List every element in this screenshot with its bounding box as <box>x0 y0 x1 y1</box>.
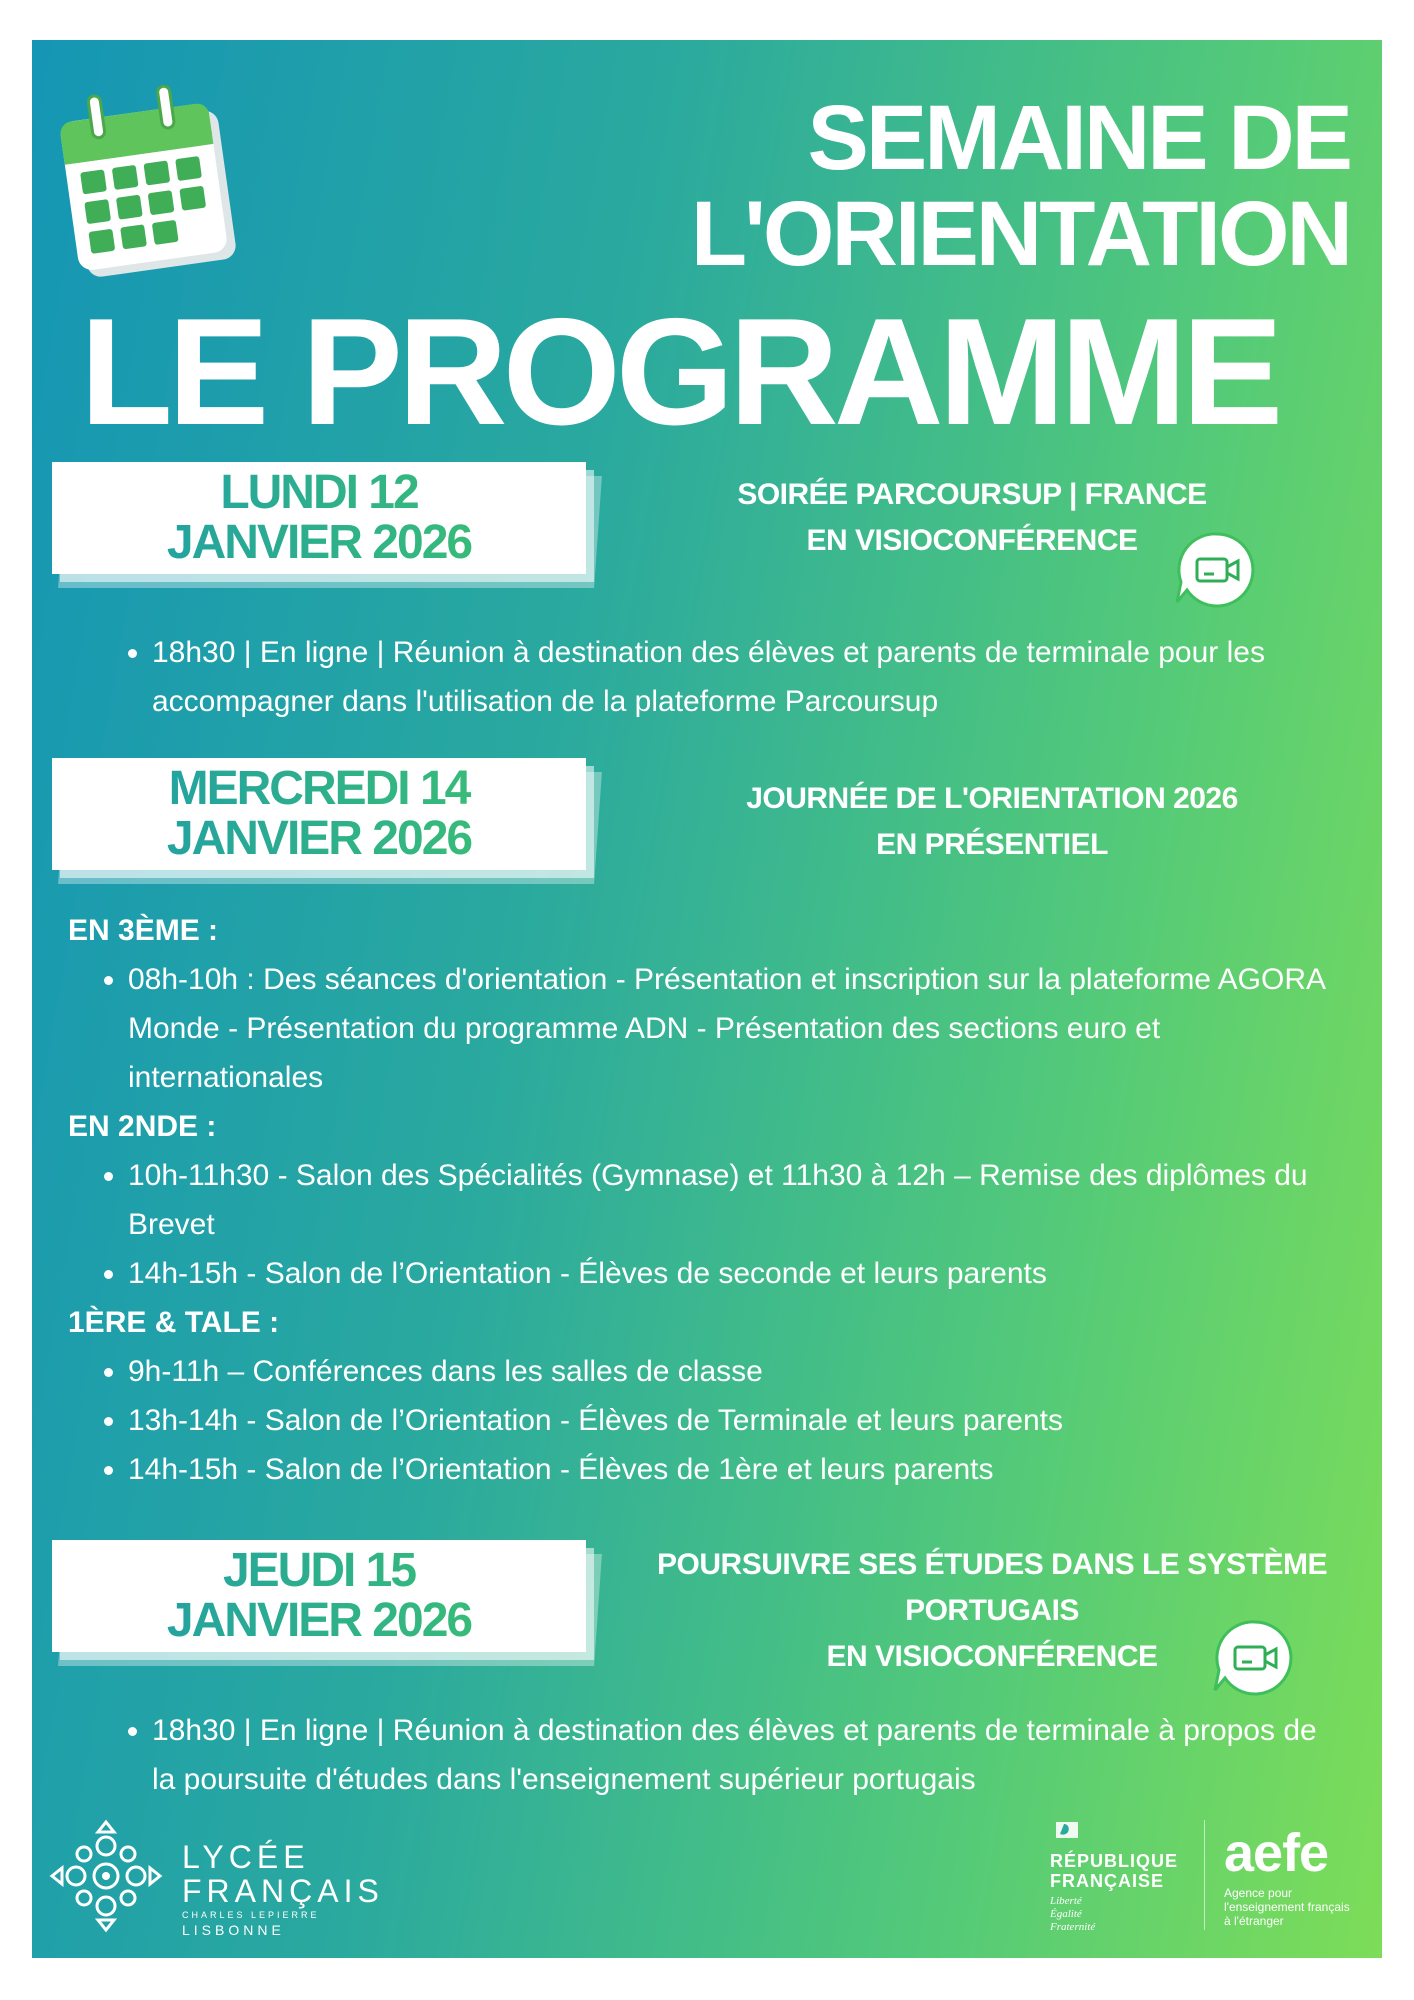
rf-motto-1: Liberté <box>1050 1895 1082 1907</box>
lycee-line-1: LYCÉE <box>182 1839 310 1875</box>
list-item: • 18h30 | En ligne | Réunion à destination des élèves et parents de terminale à propos de la poursuite d'études dans l'enseignement supérieur portugais <box>152 1706 1342 1804</box>
aefe-logo <box>1224 1823 1382 1928</box>
rf-line-2: FRANÇAISE <box>1050 1871 1165 1891</box>
aefe-sub-2: l'enseignement français <box>1224 1900 1350 1914</box>
lycee-line-3: CHARLES LEPIERRE <box>182 1910 320 1920</box>
event-list-monday <box>92 628 1342 726</box>
event-list-thursday <box>92 1706 1342 1804</box>
event-list-wednesday <box>68 906 1358 1494</box>
list-item: • 9h-11h – Conférences dans les salles de classe <box>128 1347 1358 1396</box>
day-label-thursday <box>52 1540 592 1658</box>
lycee-line-2: FRANÇAIS <box>182 1873 384 1909</box>
aefe-sub-3: à l'étranger <box>1224 1914 1284 1928</box>
day-label-wednesday <box>52 758 592 876</box>
title-block <box>450 87 1350 285</box>
rf-line-1: RÉPUBLIQUE <box>1050 1851 1179 1871</box>
title-line-1: SEMAINE DE <box>807 87 1350 189</box>
event-title-line: PORTUGAIS <box>905 1594 1079 1627</box>
list-item: • 18h30 | En ligne | Réunion à destination des élèves et parents de terminale pour les accompagner dans l'utilisation de la plateforme Parcoursup <box>152 628 1342 726</box>
title-line-2: L'ORIENTATION <box>690 183 1350 285</box>
event-title-line: EN VISIOCONFÉRENCE <box>826 1640 1158 1673</box>
section-heading-3eme: EN 3ÈME : <box>68 914 219 947</box>
day-name: LUNDI 12 <box>220 466 418 519</box>
rf-motto-2: Égalité <box>1050 1908 1082 1920</box>
lycee-logo-icon <box>46 1816 166 1936</box>
main-title: LE PROGRAMME <box>80 287 1279 457</box>
day-month: JANVIER 2026 <box>166 516 472 569</box>
list-item: • 14h-15h - Salon de l’Orientation - Élèves de seconde et leurs parents <box>128 1249 1358 1298</box>
republique-francaise-logo <box>1050 1820 1178 1934</box>
lycee-name <box>182 1840 384 1938</box>
video-camera-icon <box>1212 1618 1298 1698</box>
aefe-sub-1: Agence pour <box>1224 1886 1293 1900</box>
list-item: • 14h-15h - Salon de l’Orientation - Élèves de 1ère et leurs parents <box>128 1445 1358 1494</box>
list-item: • 10h-11h30 - Salon des Spécialités (Gymnase) et 11h30 à 12h – Remise des diplômes du Brevet <box>128 1151 1358 1249</box>
poster <box>32 40 1382 1958</box>
marianne-icon <box>1050 1820 1084 1840</box>
section-heading-2nde: EN 2NDE : <box>68 1110 217 1143</box>
event-title-line: JOURNÉE DE L'ORIENTATION 2026 <box>746 782 1238 815</box>
day-name: JEUDI 15 <box>222 1544 416 1597</box>
day-label-monday <box>52 462 592 580</box>
event-title-monday <box>712 472 1232 564</box>
event-title-line: POURSUIVRE SES ÉTUDES DANS LE SYSTÈME <box>657 1548 1327 1581</box>
logo-divider <box>1204 1820 1205 1930</box>
aefe-name: aefe <box>1224 1823 1329 1883</box>
calendar-icon <box>48 62 238 292</box>
event-title-wednesday <box>682 776 1302 868</box>
day-month: JANVIER 2026 <box>166 1594 472 1647</box>
list-item: • 08h-10h : Des séances d'orientation - Présentation et inscription sur la plateforme AGORA Monde - Présentation du programme ADN - Présentation des sections euro et internationales <box>128 955 1358 1102</box>
day-month: JANVIER 2026 <box>166 812 472 865</box>
rf-motto-3: Fraternité <box>1050 1921 1096 1933</box>
video-camera-icon <box>1174 530 1260 610</box>
event-title-line: SOIRÉE PARCOURSUP | FRANCE <box>737 478 1207 511</box>
lycee-line-4: LISBONNE <box>182 1922 285 1938</box>
section-heading-1ere-tale: 1ÈRE & TALE : <box>68 1306 280 1339</box>
list-item: • 13h-14h - Salon de l’Orientation - Élèves de Terminale et leurs parents <box>128 1396 1358 1445</box>
day-name: MERCREDI 14 <box>168 762 470 815</box>
event-title-line: EN VISIOCONFÉRENCE <box>806 524 1138 557</box>
event-title-line: EN PRÉSENTIEL <box>876 828 1108 861</box>
